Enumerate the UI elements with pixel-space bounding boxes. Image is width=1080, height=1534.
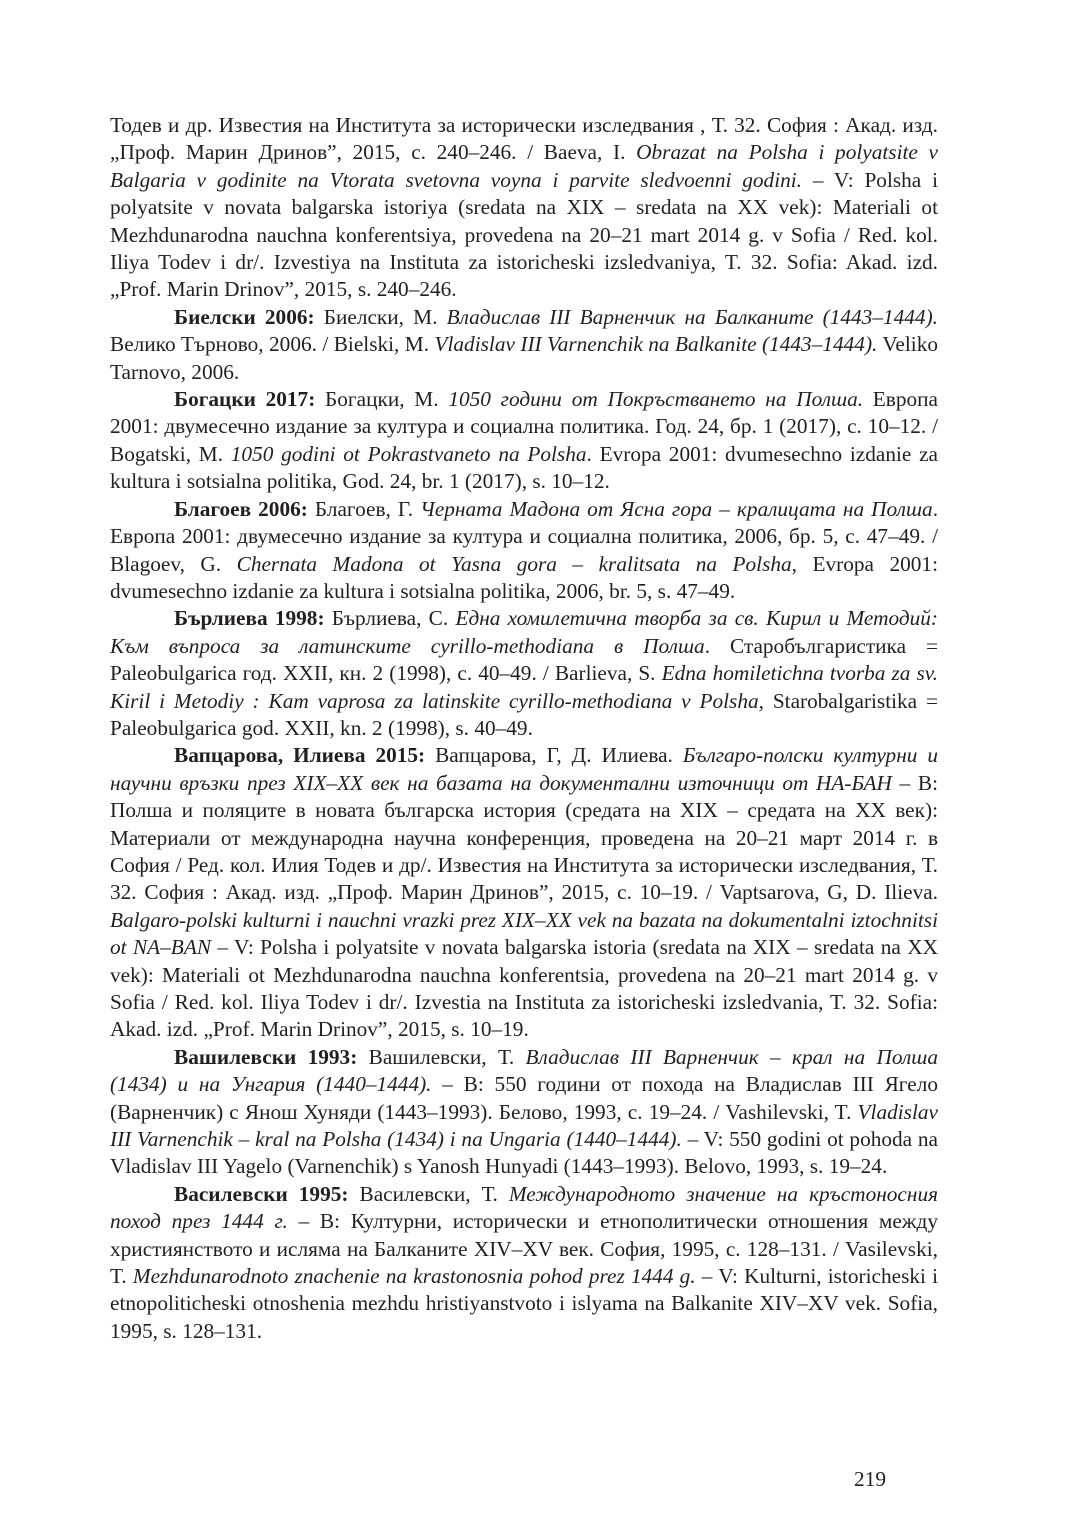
entry-text: – V: Polsha i polyatsite v novata balgarska istoriya (sredata na XIX – sredata na XX vek): Materiali ot Mezhdunarodna nauchna konferentsiya, provedena na 20–21 mart 2014 g. v Sofia / Red. kol. Iliya Todev i dr/. Izvestiya na Instituta za istoricheski izsledvaniya, T. 32. Sofia: Akad. izd. „Prof. Marin Drinov”, 2015, s. 240–246.: [110, 167, 939, 302]
entry-title-latin: Vladislav III Varnenchik na Balkanite (1443–1444).: [434, 332, 878, 357]
entry-text: Вашилевски, Т.: [357, 1044, 526, 1069]
entry-title: Една хомилетична творба за св. Кирил и Методий: Към въпроса за латинските cyrillo-methodiana в Полша: [110, 606, 938, 658]
entry-title-latin: 1050 godini ot Pokrastvaneto na Polsha: [230, 441, 587, 466]
entry-text: Благоев, Г.: [307, 496, 421, 521]
bibliography-entry-blagoev-2006: [110, 496, 938, 606]
entry-title: Българо-полски културни и научни връзки през XIX–XX век на базата на документални източници от НА-БАН –: [110, 743, 938, 795]
bibliography-entry-bogatski-2017: [110, 386, 938, 496]
entry-text: Богацки, М.: [315, 387, 449, 412]
entry-text: Велико Търново, 2006. / Bielski, M.: [110, 332, 435, 357]
page-number: 219: [854, 1467, 886, 1491]
entry-text: . Evropa 2001: dvumesechno izdanie za kultura i sotsialna politika, God. 24, br. 1 (2017), s. 10–12.: [110, 441, 939, 494]
entry-text: Starobalgaristika = Paleobulgarica god. XXII, kn. 2 (1998), s. 40–49.: [110, 688, 939, 740]
entry-text: Вапцарова, Г, Д. Илиева.: [425, 743, 683, 768]
entry-text: Василевски, Т.: [348, 1181, 509, 1206]
entry-text: – V: Polsha i polyatsite v novata balgarska istoria (sredata na XIX – sredata na XX vek): Materiali ot Mezhdunarodna nauchna konferentsia, provedena na 20–21 mart 2014 g. v Sofia / Red. kol. Iliya Todev i dr/. Izvestia na Instituta za istoricheski izsledvania, T. 32. Sofia: Akad. izd. „Prof. Marin Drinov”, 2015, s. 10–19.: [110, 935, 938, 1042]
bibliography-entry-vashilevski-1993: [110, 1044, 938, 1181]
entry-text: . Старобългаристика = Paleobulgarica год. XXII, кн. 2 (1998), с. 40–49. / Barlieva, S.: [110, 633, 938, 686]
entry-text: Европа 2001: двумесечно издание за култура и социална политика. Год. 24, бр. 1 (2017), с. 10–12. / Bogatski, M.: [110, 387, 938, 466]
bibliography-entry-bielski-2006: [110, 304, 938, 386]
entry-title-latin: Obrazat na Polsha i polyatsite v Balgaria v godinite na Vtorata svetovna voyna i parvite sledvoenni godini.: [110, 140, 938, 192]
entry-text: – В: 550 години от похода на Владислав III Ягело (Варненчик) с Янош Хуняди (1443–1993). Белово, 1993, с. 19–24. / Vashilevski, T.: [110, 1072, 938, 1124]
entry-key: Вапцарова, Илиева 2015:: [174, 743, 426, 768]
entry-key: Бърлиева 1998:: [174, 606, 325, 631]
entry-text: . Европа 2001: двумесечно издание за култура и социална политика, 2006, бр. 5, с. 47–49. / Blagoev, G.: [110, 496, 939, 576]
entry-text: , Evropa 2001: dvumesechno izdanie za kultura i sotsialna politika, 2006, br. 5, s. 47–49.: [110, 551, 938, 603]
entry-key: Вашилевски 1993:: [174, 1044, 358, 1069]
entry-key: Василевски 1995:: [174, 1181, 349, 1206]
bibliography-entry-vasilevski-1995: [110, 1181, 938, 1345]
entry-key: Богацки 2017:: [174, 387, 316, 412]
bibliography-entry-continuation: [110, 112, 938, 304]
bibliography-entry-vaptsarova-ilieva-2015: [110, 742, 938, 1043]
bibliography-entry-barlieva-1998: [110, 605, 938, 742]
entry-text: Бърлиева, С.: [324, 606, 456, 631]
entry-text: Veliko Tarnovo, 2006.: [110, 332, 938, 384]
entry-text: – V: Kulturni, istoricheski i etnopoliticheski otnoshenia mezhdu hristiyanstvoto i islyama na Balkanite XIV–XV vek. Sofia, 1995, s. 128–131.: [110, 1264, 939, 1343]
entry-title-latin: Mezhdunarodnoto znachenie na krastonosnia pohod prez 1444 g.: [132, 1264, 696, 1289]
entry-text: Тодев и др. Известия на Института за исторически изследвания , Т. 32. София : Акад. изд. „Проф. Марин Дринов”, 2015, с. 240–246. / Baeva, I.: [110, 113, 938, 165]
entry-title-latin: Edna homiletichna tvorba za sv. Kiril i Metodiy : Kam vaprosa za latinskite cyrillo-methodiana v Polsha,: [110, 661, 938, 713]
entry-title-latin: Chernata Madona ot Yasna gora – kralitsata na Polsha: [236, 551, 792, 576]
entry-key: Биелски 2006:: [174, 304, 315, 329]
entry-title: Владислав III Варненчик – крал на Полша (1434) и на Унгария (1440–1444).: [110, 1044, 938, 1097]
entry-text: – V: 550 godini ot pohoda na Vladislav III Yagelo (Varnenchik) s Yanosh Hunyadi (1443–1993). Belovo, 1993, s. 19–24.: [110, 1127, 939, 1179]
entry-title: Черната Мадона от Ясна гора – кралицата на Полша: [420, 496, 933, 521]
entry-title-latin: Balgaro-polski kulturni i nauchni vrazki prez XIX–XX vek na bazata na dokumentalni iztochnitsi ot NA–BAN: [110, 907, 938, 960]
entry-title: Международното значение на кръстоносния поход през 1444 г.: [110, 1181, 938, 1234]
entry-text: – В: Културни, исторически и етнополитически отношения между християнството и исляма на Балканите XIV–XV век. София, 1995, с. 128–131. / Vasilevski, T.: [110, 1209, 938, 1289]
entry-key: Благоев 2006:: [174, 496, 308, 521]
entry-title: 1050 години от Покръстването на Полша.: [448, 387, 864, 412]
entry-title: Владислав III Варненчик на Балканите (1443–1444).: [446, 304, 938, 329]
entry-title-latin: Vladislav III Varnenchik – kral na Polsha (1434) i na Ungaria (1440–1444).: [110, 1099, 938, 1152]
entry-text: В: Полша и поляците в новата българска история (средата на XIX – средата на XX век): Материали от международна научна конференция, проведена на 20–21 март 2014 г. в София / Ред. кол. Илия Тодев и др/. Известия на Института за исторически изследвания, Т. 32. София : Акад. изд. „Проф. Марин Дринов”, 2015, с. 10–19. / Vaptsarova, G, D. Ilieva.: [110, 770, 938, 905]
entry-text: Биелски, М.: [314, 304, 447, 329]
bibliography-page: [110, 112, 938, 1345]
